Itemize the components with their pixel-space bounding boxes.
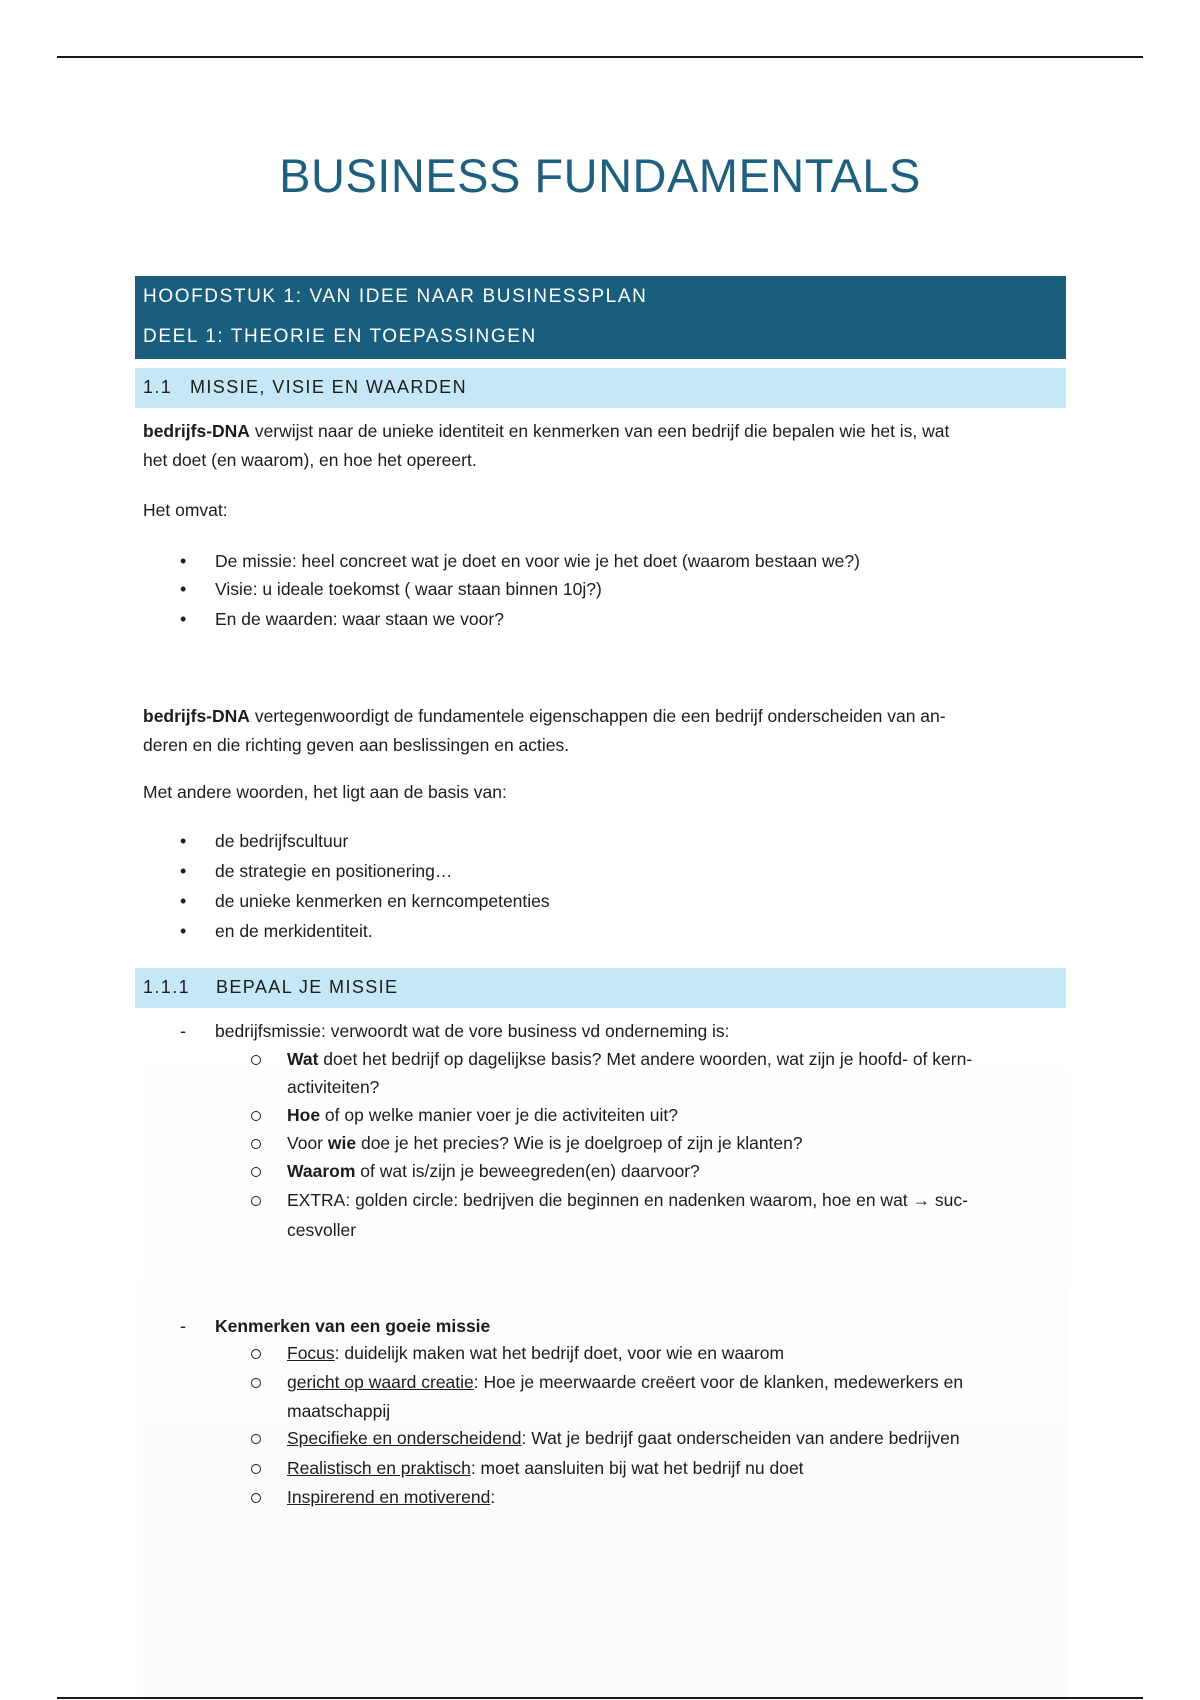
list-item: De missie: heel concreet wat je doet en voor wie je het doet (waarom bestaan we?) — [215, 551, 860, 571]
term: bedrijfs-DNA — [143, 706, 250, 726]
section-heading-1-1-1 — [135, 968, 1066, 1008]
paragraph-text: vertegenwoordigt de fundamentele eigenschappen die een bedrijf onderscheiden van an- — [249, 706, 946, 726]
bullet-marker: • — [180, 861, 187, 881]
dash-marker: - — [180, 1316, 186, 1336]
sub-item-continuation: cesvoller — [287, 1220, 357, 1240]
circle-marker — [251, 1493, 261, 1503]
top-rule — [57, 56, 1143, 58]
bullet-marker: • — [180, 609, 187, 629]
bullet-marker: • — [180, 921, 187, 941]
section-title: MISSIE, VISIE EN WAARDEN — [190, 377, 467, 397]
paragraph-text: deren en die richting geven aan beslissingen en acties. — [143, 735, 570, 755]
bullet-marker: • — [180, 579, 187, 599]
list-item: En de waarden: waar staan we voor? — [215, 609, 504, 629]
sub-item: EXTRA: golden circle: bedrijven die beginnen en nadenken waarom, hoe en wat → suc- — [287, 1190, 968, 1210]
list-item: de bedrijfscultuur — [215, 831, 349, 851]
sub-item: Inspirerend en motiverend: — [287, 1487, 496, 1507]
sub-item: Wat doet het bedrijf op dagelijkse basis? Met andere woorden, wat zijn je hoofd- of kern- — [287, 1049, 973, 1069]
paragraph-omvat: Het omvat: — [143, 500, 228, 520]
sub-item: Focus: duidelijk maken wat het bedrijf doet, voor wie en waarom — [287, 1343, 785, 1363]
circle-marker — [251, 1111, 261, 1121]
paragraph-basis: Met andere woorden, het ligt aan de basis van: — [143, 782, 507, 802]
bottom-rule — [57, 1697, 1143, 1699]
circle-marker — [251, 1434, 261, 1444]
circle-marker — [251, 1196, 261, 1206]
list-item: de unieke kenmerken en kerncompetenties — [215, 891, 550, 911]
list-item: Kenmerken van een goeie missie — [215, 1316, 491, 1336]
paragraph-dna-1 — [143, 417, 1063, 475]
bullet-marker: • — [180, 891, 187, 911]
sub-item: Specifieke en onderscheidend: Wat je bedrijf gaat onderscheiden van andere bedrijven — [287, 1428, 960, 1448]
page-title: BUSINESS FUNDAMENTALS — [279, 149, 921, 202]
paragraph-text: verwijst naar de unieke identiteit en kenmerken van een bedrijf die bepalen wie het is, wat — [249, 421, 950, 441]
section-heading-1-1 — [135, 368, 1066, 408]
chapter-banner — [135, 276, 1066, 359]
sub-item: Hoe of op welke manier voer je die activiteiten uit? — [287, 1105, 679, 1125]
list-item: Visie: u ideale toekomst ( waar staan binnen 10j?) — [215, 579, 602, 599]
section-number: 1.1.1 — [143, 977, 191, 997]
term: bedrijfs-DNA — [143, 421, 250, 441]
bullet-marker: • — [180, 551, 187, 571]
circle-marker — [251, 1055, 261, 1065]
circle-marker — [251, 1139, 261, 1149]
section-title: BEPAAL JE MISSIE — [216, 977, 399, 997]
sub-item-continuation: activiteiten? — [287, 1077, 380, 1097]
sub-item: Realistisch en praktisch: moet aansluiten bij wat het bedrijf nu doet — [287, 1458, 804, 1478]
sub-item: Voor wie doe je het precies? Wie is je doelgroep of zijn je klanten? — [287, 1133, 803, 1153]
circle-marker — [251, 1167, 261, 1177]
paragraph-dna-2 — [143, 702, 1063, 760]
paragraph-text: het doet (en waarom), en hoe het opereert. — [143, 450, 477, 470]
list-item: bedrijfsmissie: verwoordt wat de vore business vd onderneming is: — [215, 1021, 730, 1041]
chapter-title: HOOFDSTUK 1: VAN IDEE NAAR BUSINESSPLAN — [143, 286, 648, 307]
part-title: DEEL 1: THEORIE EN TOEPASSINGEN — [143, 326, 537, 347]
sub-item: gericht op waard creatie: Hoe je meerwaarde creëert voor de klanken, medewerkers en — [287, 1372, 964, 1392]
circle-marker — [251, 1378, 261, 1388]
sub-item: Waarom of wat is/zijn je beweegreden(en) daarvoor? — [287, 1161, 700, 1181]
circle-marker — [251, 1464, 261, 1474]
dash-marker: - — [180, 1021, 186, 1041]
list-item: en de merkidentiteit. — [215, 921, 373, 941]
list-item: de strategie en positionering… — [215, 861, 453, 881]
bullet-marker: • — [180, 831, 187, 851]
sub-item-continuation: maatschappij — [287, 1401, 391, 1421]
section-number: 1.1 — [143, 377, 173, 397]
circle-marker — [251, 1349, 261, 1359]
